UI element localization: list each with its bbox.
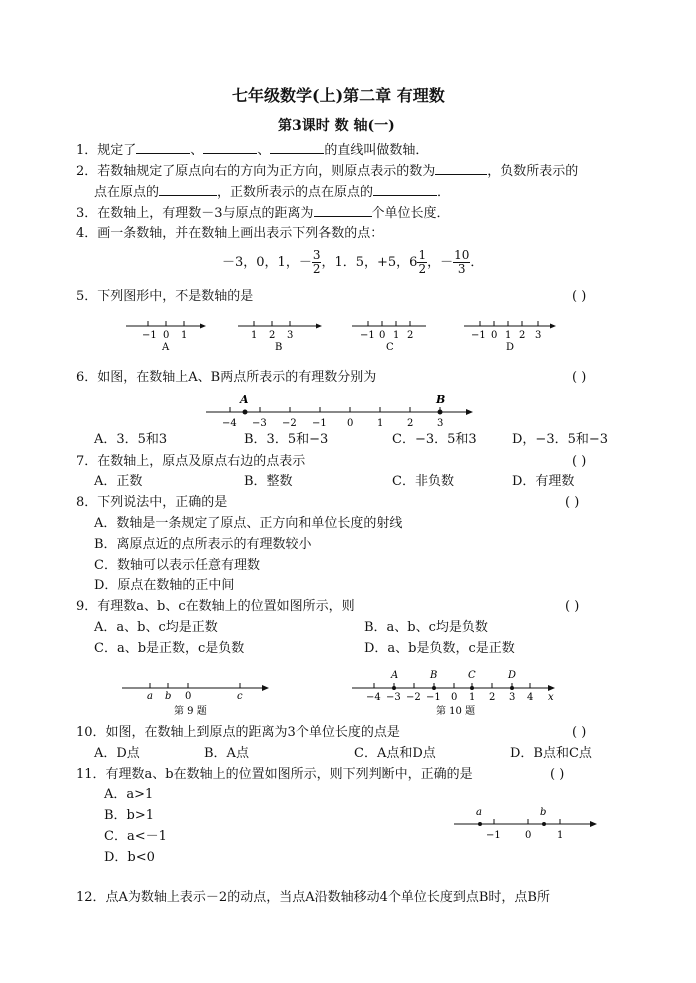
q5-figures <box>120 318 560 354</box>
question-2-line-2: 点在原点的 ，正数所表示的点在原点的 ． <box>94 185 451 200</box>
tick-label: 0 <box>347 418 354 429</box>
point-c-label: c <box>237 691 243 702</box>
answer-blank[interactable] <box>159 183 217 196</box>
tick-label: 0 <box>379 330 386 341</box>
q10-ticks <box>374 683 530 688</box>
tick-label: 1 <box>557 830 564 841</box>
q11-option-b[interactable]: B．b>1 <box>104 808 155 823</box>
point-d-label: D <box>508 670 517 681</box>
q6-option-d[interactable]: D，−3．5和−3 <box>512 432 609 447</box>
q6-option-b[interactable]: B．3．5和−3 <box>244 432 329 447</box>
answer-blank[interactable] <box>373 183 437 196</box>
tick-label: 2 <box>519 330 526 341</box>
origin-label: 0 <box>185 691 192 702</box>
q7-option-a[interactable]: A．正数 <box>94 474 143 489</box>
tick-label: 1 <box>377 418 384 429</box>
q5-figure-c <box>352 321 426 353</box>
lesson-subtitle: 第3课时 数 轴(一) <box>278 118 395 134</box>
tick-label: 3 <box>535 330 542 341</box>
q9-option-a[interactable]: A．a、b、c均是正数 <box>94 620 218 635</box>
tick-label: 1 <box>469 692 476 703</box>
q6-ticks <box>230 407 440 412</box>
q11-option-c[interactable]: C．a<－1 <box>104 829 167 844</box>
point-b-label: b <box>540 807 547 818</box>
answer-blank[interactable] <box>314 204 372 217</box>
fraction: $\frac{3}{2}$ <box>312 248 321 276</box>
tick-label: 3 <box>437 418 444 429</box>
q8-option-d[interactable]: D．原点在数轴的正中间 <box>94 578 235 593</box>
question-2-line-1: 2．若数轴规定了原点向右的方向为正方向，则原点表示的数为 ，负数所表示的 <box>76 164 579 179</box>
question-6: 6．如图，在数轴上A、B两点所表示的有理数分别为 <box>76 370 377 385</box>
tick-label: −2 <box>406 692 421 703</box>
answer-paren[interactable]: ( ) <box>565 599 580 614</box>
q11-figure <box>450 804 610 844</box>
q8-option-c[interactable]: C．数轴可以表示任意有理数 <box>94 558 260 573</box>
tick-label: −1 <box>142 330 157 341</box>
question-12: 12．点A为数轴上表示－2的动点，当点A沿数轴移动4个单位长度到点B时，点B所 <box>76 890 550 905</box>
q10-figure <box>348 666 568 720</box>
question-4-numbers: －3，0，1，－ $\frac{3}{2}$ ，1．5，+5，6 $\frac{1}{2}$ ，－ $\frac{10}{3}$ ． <box>222 248 484 276</box>
point-a <box>243 410 248 415</box>
tick-label: 1 <box>505 330 512 341</box>
fraction: $\frac{1}{2}$ <box>418 248 427 276</box>
tick-label: 1 <box>251 330 258 341</box>
point-a <box>392 686 396 690</box>
q7-option-c[interactable]: C．非负数 <box>392 474 454 489</box>
point-a-label: A <box>391 670 399 681</box>
tick-label: 4 <box>527 692 534 703</box>
option-label: D <box>506 342 515 353</box>
answer-paren[interactable]: ( ) <box>572 289 587 304</box>
tick-label: −4 <box>366 692 381 703</box>
q9-option-c[interactable]: C．a、b是正数，c是负数 <box>94 641 245 656</box>
q9-option-b[interactable]: B．a、b、c均是负数 <box>364 620 488 635</box>
tick-label: −1 <box>471 330 486 341</box>
point-d <box>510 686 514 690</box>
point-c-label: C <box>468 670 476 681</box>
question-9: 9．有理数a、b、c在数轴上的位置如图所示，则 <box>76 599 355 614</box>
answer-blank[interactable] <box>270 141 324 154</box>
point-b <box>438 410 443 415</box>
tick-label: −1 <box>360 330 375 341</box>
point-b-label: b <box>165 691 172 702</box>
option-label: A <box>162 342 170 353</box>
tick-label: −2 <box>282 418 297 429</box>
question-1: 1．规定了 、 、 的直线叫做数轴． <box>76 143 429 158</box>
tick-label: −1 <box>312 418 327 429</box>
q11-option-d[interactable]: D．b<0 <box>104 850 155 865</box>
point-b-label: B <box>436 393 446 406</box>
answer-paren[interactable]: ( ) <box>565 495 580 510</box>
q7-option-d[interactable]: D．有理数 <box>512 474 575 489</box>
q9-option-d[interactable]: D．a、b是负数，c是正数 <box>364 641 515 656</box>
answer-paren[interactable]: ( ) <box>572 725 587 740</box>
point-b <box>432 686 436 690</box>
question-4: 4．画一条数轴，并在数轴上画出表示下列各数的点： <box>76 226 384 241</box>
answer-paren[interactable]: ( ) <box>572 370 587 385</box>
q10-option-b[interactable]: B．A点 <box>204 746 249 761</box>
tick-label: 1 <box>393 330 400 341</box>
q9-figure <box>118 676 278 720</box>
tick-label: 3 <box>287 330 294 341</box>
tick-label: 2 <box>269 330 276 341</box>
question-7: 7．在数轴上，原点及原点右边的点表示 <box>76 454 306 469</box>
q6-option-a[interactable]: A．3．5和3 <box>94 432 168 447</box>
point-b <box>542 822 546 826</box>
point-b-label: B <box>430 670 438 681</box>
tick-label: −4 <box>222 418 237 429</box>
tick-label: 1 <box>181 330 188 341</box>
axis-variable-label: x <box>548 692 554 703</box>
q5-figure-d <box>464 321 556 353</box>
q11-option-a[interactable]: A．a>1 <box>104 787 154 802</box>
q10-option-c[interactable]: C．A点和D点 <box>354 746 436 761</box>
q5-figure-a <box>126 321 206 353</box>
point-a-label: a <box>147 691 153 702</box>
fraction: $\frac{10}{3}$ <box>454 248 470 276</box>
q10-option-a[interactable]: A．D点 <box>94 746 140 761</box>
tick-label: 0 <box>491 330 498 341</box>
tick-label: −1 <box>426 692 441 703</box>
option-label: B <box>275 342 283 353</box>
answer-paren[interactable]: ( ) <box>572 454 587 469</box>
point-a-label: a <box>476 807 482 818</box>
question-10: 10．如图，在数轴上到原点的距离为3个单位长度的点是 <box>76 725 400 740</box>
answer-paren[interactable]: ( ) <box>550 767 565 782</box>
tick-label: 0 <box>451 692 458 703</box>
point-a-label: A <box>240 393 249 406</box>
q8-option-a[interactable]: A．数轴是一条规定了原点、正方向和单位长度的射线 <box>94 516 403 531</box>
q7-option-b[interactable]: B．整数 <box>244 474 293 489</box>
answer-blank[interactable] <box>435 162 487 175</box>
q6-figure <box>200 392 480 432</box>
tick-label: −3 <box>252 418 267 429</box>
tick-label: 2 <box>407 330 414 341</box>
tick-label: 0 <box>163 330 170 341</box>
q5-figure-b <box>238 321 322 353</box>
point-c <box>470 686 474 690</box>
tick-label: 0 <box>525 830 532 841</box>
question-3: 3．在数轴上，有理数－3与原点的距离为 个单位长度． <box>76 206 450 221</box>
answer-blank[interactable] <box>203 141 257 154</box>
tick-label: 3 <box>509 692 516 703</box>
answer-blank[interactable] <box>136 141 190 154</box>
question-11: 11．有理数a、b在数轴上的位置如图所示，则下列判断中，正确的是 <box>76 767 473 782</box>
page-title: 七年级数学(上)第二章 有理数 <box>232 86 445 105</box>
question-8: 8．下列说法中，正确的是 <box>76 495 228 510</box>
tick-label: −3 <box>386 692 401 703</box>
figure-caption: 第 10 题 <box>436 706 476 717</box>
q10-option-d[interactable]: D．B点和C点 <box>510 746 592 761</box>
tick-label: 2 <box>407 418 414 429</box>
q8-option-b[interactable]: B．离原点近的点所表示的有理数较小 <box>94 537 312 552</box>
tick-label: 2 <box>489 692 496 703</box>
tick-label: −1 <box>486 830 501 841</box>
figure-caption: 第 9 题 <box>174 706 207 717</box>
option-label: C <box>386 342 394 353</box>
question-5: 5．下列图形中，不是数轴的是 <box>76 289 254 304</box>
point-a <box>478 822 482 826</box>
q6-option-c[interactable]: C．−3．5和3 <box>392 432 477 447</box>
